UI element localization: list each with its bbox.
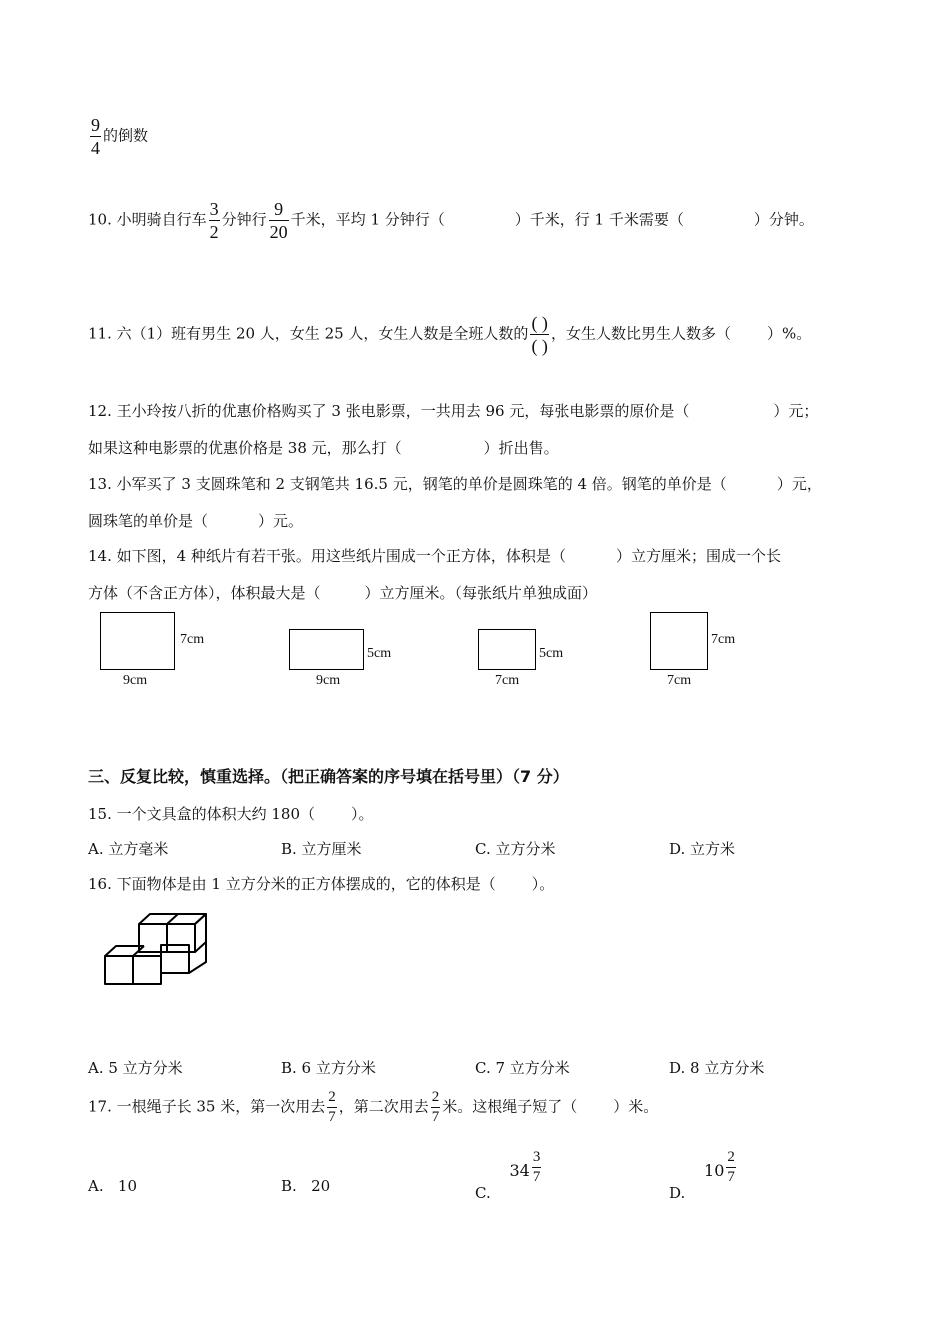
question-text: ，第二次用去 bbox=[338, 1097, 429, 1116]
question-13-line1 bbox=[88, 473, 822, 494]
option-b[interactable]: B. 6 立方分米 bbox=[281, 1059, 376, 1077]
question-text: ）元； bbox=[773, 402, 819, 420]
question-17 bbox=[88, 1090, 658, 1125]
question-16 bbox=[88, 873, 554, 894]
fragment-text: 的倒数 bbox=[103, 126, 149, 145]
question-10 bbox=[88, 200, 814, 241]
question-number: 11. bbox=[88, 324, 112, 343]
option-value: 20 bbox=[311, 1177, 331, 1195]
card-rectangle bbox=[100, 612, 175, 670]
question-14-line1 bbox=[88, 545, 781, 566]
option-b[interactable]: B. 立方厘米 bbox=[281, 840, 362, 858]
question-text: 12. 王小玲按八折的优惠价格购买了 3 张电影票，一共用去 96 元，每张电影票的原价是（ bbox=[88, 402, 690, 420]
question-14-line2 bbox=[88, 582, 597, 603]
question-13-line2 bbox=[88, 510, 303, 531]
question-12-line2 bbox=[88, 437, 559, 458]
mixed-number bbox=[704, 1149, 738, 1185]
card-rectangle bbox=[289, 629, 364, 670]
question-text: 圆珠笔的单价是（ bbox=[88, 512, 209, 530]
question-text: ）分钟。 bbox=[753, 210, 814, 229]
question-text: ）千米，行 1 千米需要（ bbox=[514, 210, 684, 229]
question-text: ）立方厘米。（每张纸片单独成面） bbox=[364, 584, 598, 602]
mixed-fraction: $\frac{3}{7}$ bbox=[532, 1149, 541, 1185]
question-text: ）米。 bbox=[613, 1097, 659, 1116]
option-letter: D. bbox=[669, 1183, 686, 1202]
fraction-9-4: $\frac{9}{4}$ bbox=[91, 115, 100, 158]
fraction-2-7: $\frac{2}{7}$ bbox=[431, 1089, 440, 1125]
option-d[interactable] bbox=[669, 1149, 738, 1202]
question-text: 16. 下面物体是由 1 立方分米的正方体摆成的，它的体积是（ bbox=[88, 875, 496, 893]
question-text: 六（1）班有男生 20 人，女生 25 人，女生人数是全班人数的 bbox=[116, 324, 529, 343]
question-text: ）。 bbox=[531, 875, 555, 893]
card-rectangle bbox=[478, 629, 536, 670]
card-width-label: 7cm bbox=[495, 673, 520, 688]
cube-stack-figure bbox=[100, 908, 220, 992]
question-text: ）%。 bbox=[766, 324, 812, 343]
option-c[interactable] bbox=[475, 1149, 543, 1202]
question-text: ）。 bbox=[351, 805, 374, 823]
card-height-label: 7cm bbox=[711, 632, 736, 647]
card-height-label: 5cm bbox=[367, 646, 392, 661]
question-text: 小明骑自行车 bbox=[116, 210, 207, 229]
question-text: 15. 一个文具盒的体积大约 180（ bbox=[88, 805, 316, 823]
fragment-reciprocal bbox=[88, 116, 148, 157]
question-text: 分钟行 bbox=[221, 210, 267, 229]
option-b[interactable] bbox=[281, 1177, 330, 1195]
option-a[interactable]: A. 5 立方分米 bbox=[88, 1059, 183, 1077]
fraction-2-7: $\frac{2}{7}$ bbox=[328, 1089, 336, 1125]
option-d[interactable]: D. 8 立方分米 bbox=[669, 1059, 765, 1077]
fraction-blank[interactable]: $\frac{( )}{( )}$ bbox=[531, 313, 548, 356]
option-letter: C. bbox=[475, 1183, 491, 1202]
question-number: 10. bbox=[88, 210, 112, 229]
mixed-whole: 10 bbox=[704, 1160, 725, 1180]
section-title: 三、反复比较，慎重选择。（把正确答案的序号填在括号里）（7 分） bbox=[88, 767, 569, 786]
option-a[interactable]: A. 立方毫米 bbox=[88, 840, 169, 858]
question-text: ，女生人数比男生人数多（ bbox=[550, 324, 731, 343]
card-width-label: 7cm bbox=[667, 673, 692, 688]
question-text: 如果这种电影票的优惠价格是 38 元，那么打（ bbox=[88, 439, 402, 457]
question-text: 14. 如下图，4 种纸片有若干张。用这些纸片围成一个正方体，体积是（ bbox=[88, 547, 566, 565]
card-width-label: 9cm bbox=[123, 673, 148, 688]
option-a[interactable] bbox=[88, 1177, 137, 1195]
question-text: 13. 小军买了 3 支圆珠笔和 2 支钢笔共 16.5 元，钢笔的单价是圆珠笔的 4 倍。钢笔的单价是（ bbox=[88, 475, 727, 493]
question-text: 米。这根绳子短了（ bbox=[442, 1097, 578, 1116]
option-value: 10 bbox=[117, 1177, 138, 1195]
question-text: 方体（不含正方体），体积最大是（ bbox=[88, 584, 321, 602]
question-15 bbox=[88, 803, 374, 824]
option-letter: B. bbox=[281, 1177, 297, 1195]
fraction-3-2: $\frac{3}{2}$ bbox=[209, 199, 219, 242]
mixed-fraction: $\frac{2}{7}$ bbox=[727, 1149, 735, 1185]
option-c[interactable]: C. 7 立方分米 bbox=[475, 1059, 570, 1077]
card-height-label: 7cm bbox=[180, 632, 205, 647]
option-d[interactable]: D. 立方米 bbox=[669, 840, 736, 858]
question-text: ）立方厘米；围成一个长 bbox=[615, 547, 781, 565]
card-height-label: 5cm bbox=[539, 646, 564, 661]
fraction-9-20: $\frac{9}{20}$ bbox=[269, 199, 288, 242]
question-text: ）元。 bbox=[258, 512, 304, 530]
card-rectangle bbox=[650, 612, 708, 670]
question-text: ）折出售。 bbox=[483, 439, 559, 457]
option-c[interactable]: C. 立方分米 bbox=[475, 840, 556, 858]
question-text: ）元， bbox=[776, 475, 822, 493]
option-letter: A. bbox=[88, 1177, 104, 1195]
question-12-line1 bbox=[88, 400, 818, 421]
mixed-whole: 34 bbox=[509, 1160, 530, 1180]
mixed-number bbox=[509, 1149, 544, 1185]
question-text: 千米，平均 1 分钟行（ bbox=[290, 210, 445, 229]
question-text: 17. 一根绳子长 35 米，第一次用去 bbox=[88, 1097, 326, 1116]
card-width-label: 9cm bbox=[316, 673, 341, 688]
question-11 bbox=[88, 314, 811, 355]
